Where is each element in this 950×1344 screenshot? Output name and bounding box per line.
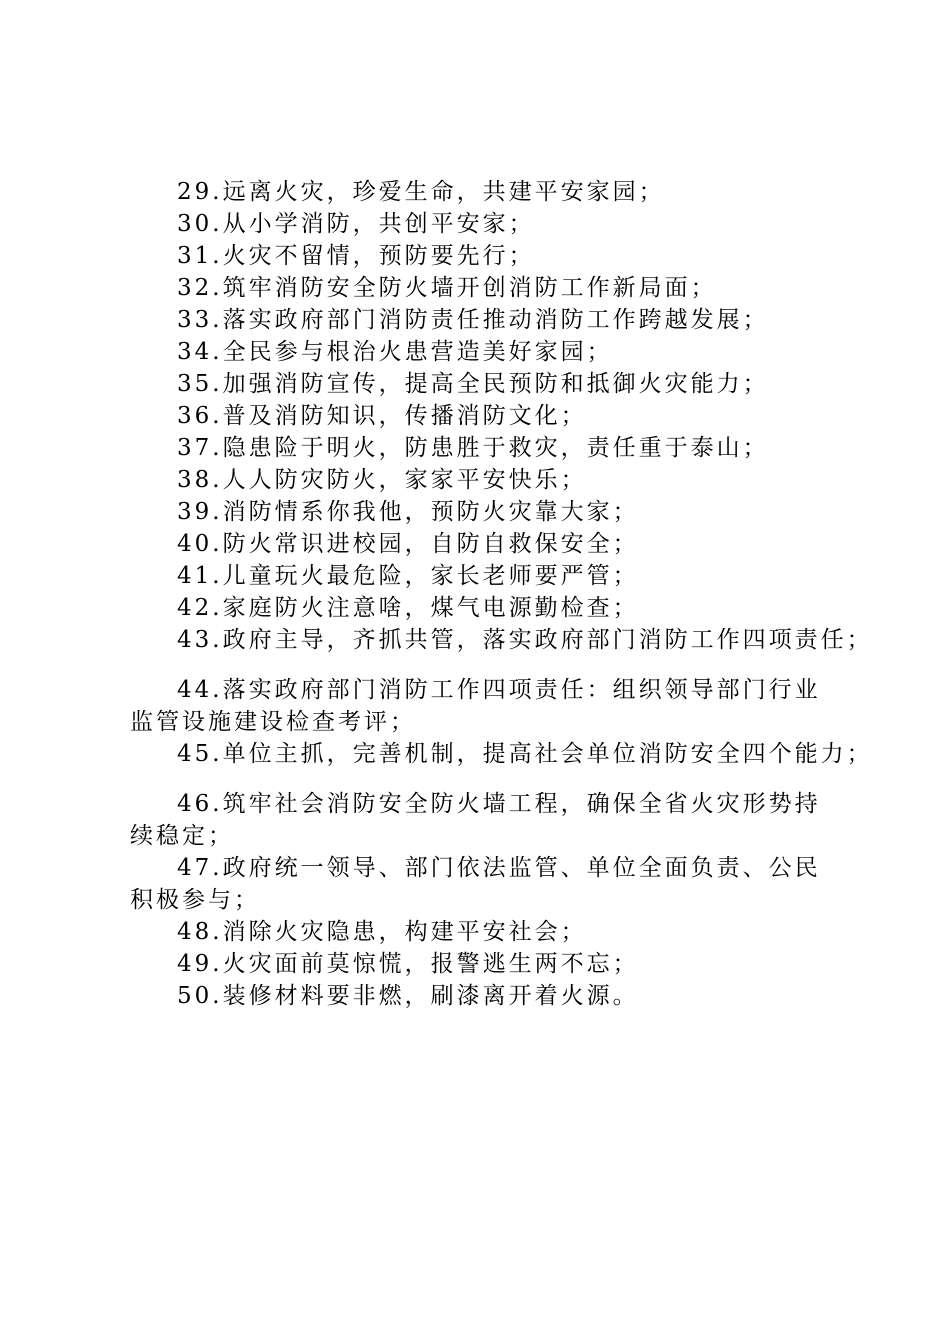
list-item: 44.落实政府部门消防工作四项责任：组织领导部门行业监管设施建设检查考评； xyxy=(130,677,821,735)
list-item: 45.单位主抓，完善机制，提高社会单位消防安全四个能力； xyxy=(177,741,873,767)
list-item: 30.从小学消防，共创平安家； xyxy=(177,211,535,237)
list-item: 49.火灾面前莫惊慌，报警逃生两不忘； xyxy=(177,951,639,977)
list-item: 31.火灾不留情，预防要先行； xyxy=(177,243,535,269)
list-item: 38.人人防灾防火，家家平安快乐； xyxy=(177,467,587,493)
list-item: 47.政府统一领导、部门依法监管、单位全面负责、公民积极参与； xyxy=(130,855,821,913)
slogan-list xyxy=(130,176,873,1012)
list-item: 42.家庭防火注意啥，煤气电源勤检查； xyxy=(177,595,639,621)
list-item: 40.防火常识进校园，自防自救保安全； xyxy=(177,531,639,557)
list-item: 37.隐患险于明火，防患胜于救灾，责任重于泰山； xyxy=(177,435,769,461)
list-item: 41.儿童玩火最危险，家长老师要严管； xyxy=(177,563,639,589)
list-item: 34.全民参与根治火患营造美好家园； xyxy=(177,339,613,365)
list-item: 33.落实政府部门消防责任推动消防工作跨越发展； xyxy=(177,307,769,333)
list-item: 39.消防情系你我他，预防火灾靠大家； xyxy=(177,499,639,525)
list-item: 43.政府主导，齐抓共管，落实政府部门消防工作四项责任； xyxy=(177,627,873,653)
list-item: 36.普及消防知识，传播消防文化； xyxy=(177,403,587,429)
list-item: 29.远离火灾，珍爱生命，共建平安家园； xyxy=(177,179,665,205)
list-item: 35.加强消防宣传，提高全民预防和抵御火灾能力； xyxy=(177,371,769,397)
list-item: 46.筑牢社会消防安全防火墙工程，确保全省火灾形势持续稳定； xyxy=(130,791,821,849)
list-item: 48.消除火灾隐患，构建平安社会； xyxy=(177,919,587,945)
list-item: 50.装修材料要非燃，刷漆离开着火源。 xyxy=(177,983,639,1009)
list-item: 32.筑牢消防安全防火墙开创消防工作新局面； xyxy=(177,275,717,301)
